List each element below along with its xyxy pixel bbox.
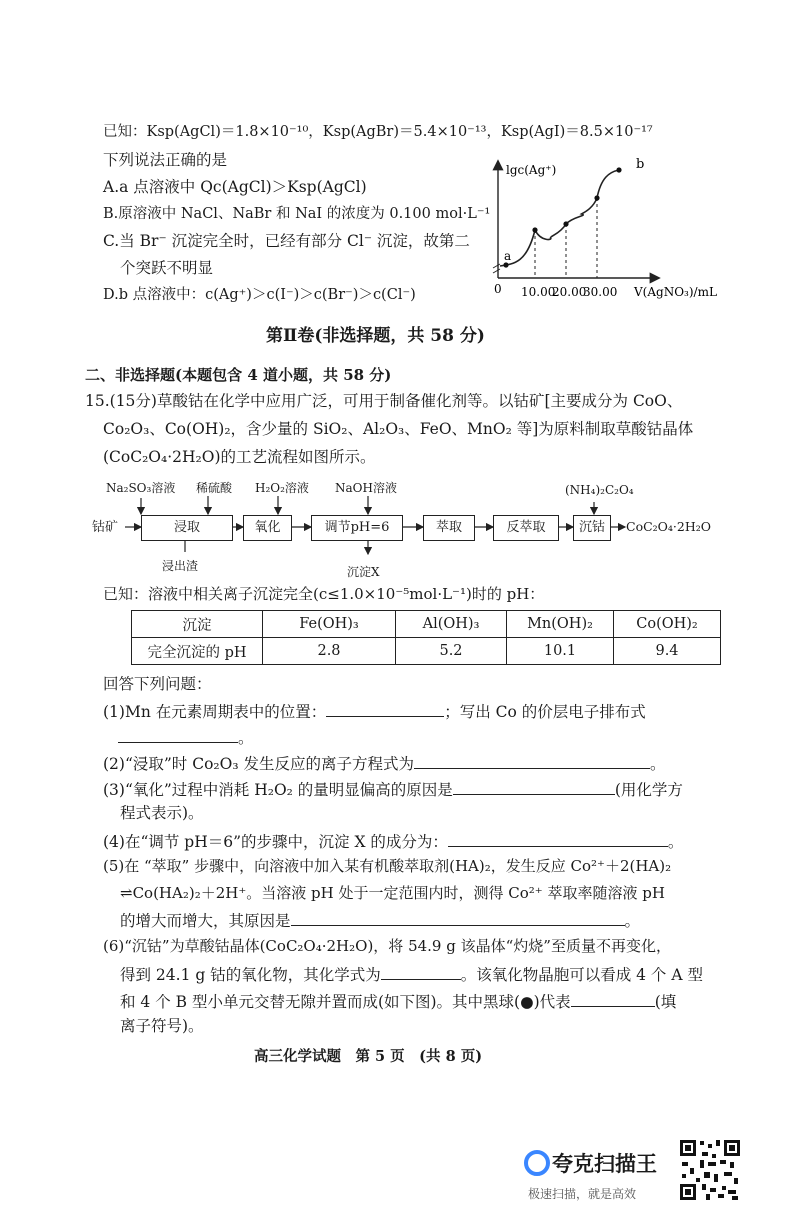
reagent-oxalate: (NH₄)₂C₂O₄ (565, 483, 634, 497)
q15-5-part-c: 的增大而增大，其原因是 (120, 912, 291, 930)
table-cell: Co(OH)₂ (614, 611, 721, 638)
q15-6-part-c: 。该氧化物晶胞可以看成 4 个 A 型 (460, 966, 703, 984)
graph-point-b (616, 167, 621, 172)
q14-stem: 下列说法正确的是 (103, 151, 228, 169)
q15-intro-3: (CoC₂O₄·2H₂O)的工艺流程如图所示。 (103, 448, 376, 466)
page-footer: 高三化学试题 第 5 页 (共 8 页) (254, 1048, 483, 1065)
answer-blank-5[interactable] (291, 909, 625, 926)
graph-tick-label: 10.00 (521, 285, 556, 299)
q15-2-text (103, 752, 666, 775)
graph-ylabel: lgc(Ag⁺) (506, 163, 557, 177)
q15-known: 已知：溶液中相关离子沉淀完全(c≤1.0×10⁻⁵mol·L⁻¹)时的 pH： (103, 585, 545, 603)
graph-equivalence-point (532, 227, 537, 232)
q15-3-part-c: 程式表示)。 (120, 804, 204, 822)
flow-box-extract: 萃取 (423, 515, 475, 541)
scanner-logo-icon (524, 1150, 550, 1176)
q14-option-d: D.b 点溶液中：c(Ag⁺)＞c(I⁻)＞c(Br⁻)＞c(Cl⁻) (103, 287, 416, 303)
qr-code-icon (678, 1138, 742, 1202)
reagent-naoh: NaOH溶液 (335, 481, 397, 495)
answer-blank-1b[interactable] (118, 726, 238, 743)
q15-5-line3 (120, 909, 640, 932)
flow-input: 钴矿 (92, 520, 119, 535)
q15-2-part-a: (2)“浸取”时 Co₂O₃ 发生反应的离子方程式为 (103, 755, 414, 773)
ion-ph-table (131, 610, 721, 665)
graph-xlabel: V(AgNO₃)/mL (634, 285, 717, 299)
table-cell: 10.1 (507, 638, 614, 665)
q15-6-part-a: (6)“沉钴”为草酸钴晶体(CoC₂O₄·2H₂O)，将 54.9 g 该晶体“灼烧”至质量不再变化， (103, 937, 671, 955)
q15-6-part-e: (填 (654, 993, 677, 1011)
q15-4-part-a: (4)在“调节 pH＝6”的步骤中，沉淀 X 的成分为： (103, 833, 448, 851)
table-cell: 5.2 (396, 638, 507, 665)
q15-5-part-b: ⇌Co(HA₂)₂＋2H⁺。当溶液 pH 处于一定范围内时，测得 Co²⁺ 萃取率随溶液 pH (120, 884, 665, 902)
point-a-label: a (504, 249, 512, 263)
q15-1-part-a: (1)Mn 在元素周期表中的位置： (103, 703, 327, 721)
graph-tick-label: 30.00 (583, 285, 618, 299)
flow-residue: 浸出渣 (162, 559, 199, 573)
watermark-brand: 夸克扫描王 (552, 1152, 657, 1176)
q15-1-part-b: ；写出 Co 的价层电子排布式 (444, 703, 646, 721)
q14-option-c: C.当 Br⁻ 沉淀完全时，已经有部分 Cl⁻ 沉淀，故第二 (103, 232, 470, 250)
q15-6-part-d: 和 4 个 B 型小单元交替无隙并置而成(如下图)。其中黑球(●)代表 (120, 993, 571, 1011)
titration-curve (500, 170, 619, 266)
flow-box-precipitate: 沉钴 (573, 515, 611, 541)
flow-product: CoC₂O₄·2H₂O (626, 519, 712, 534)
q15-6-line3 (120, 990, 676, 1013)
graph-origin: 0 (494, 282, 502, 296)
table-cell: Mn(OH)₂ (507, 611, 614, 638)
q15-3-part-a: (3)“氧化”过程中消耗 H₂O₂ 的量明显偏高的原因是 (103, 781, 453, 799)
flow-box-strip: 反萃取 (493, 515, 559, 541)
flow-box-oxidize: 氧化 (243, 515, 292, 541)
flow-box-ph: 调节pH=6 (311, 515, 403, 541)
q15-intro-1: 15.(15分)草酸钴在化学中应用广泛，可用于制备催化剂等。以钴矿[主要成分为 CoO、 (85, 392, 683, 410)
answer-blank-4[interactable] (448, 830, 668, 847)
answer-blank-6b[interactable] (571, 990, 655, 1007)
q15-1-line2 (118, 726, 254, 749)
table-cell: Al(OH)₃ (396, 611, 507, 638)
graph-point-a (503, 262, 508, 267)
section-title: 第Ⅱ卷(非选择题，共 58 分) (266, 326, 485, 346)
watermark-slogan: 极速扫描，就是高效 (528, 1187, 637, 1201)
q15-3-text (103, 778, 683, 801)
q14-option-b: B.原溶液中 NaCl、NaBr 和 NaI 的浓度为 0.100 mol·L⁻¹ (103, 206, 491, 222)
reagent-h2o2: H₂O₂溶液 (255, 481, 309, 495)
q15-2-part-b: 。 (650, 755, 666, 773)
table-header-row (132, 611, 721, 638)
table-cell: Fe(OH)₃ (263, 611, 396, 638)
graph-tick-label: 20.00 (552, 285, 587, 299)
flow-precipitate-x: 沉淀X (347, 565, 380, 579)
q15-6-line2 (120, 963, 703, 986)
graph-equivalence-point (563, 221, 568, 226)
q14-option-c-cont: 个突跃不明显 (120, 259, 214, 277)
q15-1-text (103, 700, 646, 723)
q15-6-part-f: 离子符号)。 (120, 1017, 204, 1035)
reagent-h2so4: 稀硫酸 (196, 481, 233, 495)
graph-equivalence-point (594, 195, 599, 200)
q15-4-part-b: 。 (667, 833, 684, 851)
point-b-label: b (636, 157, 645, 172)
q15-6-part-b: 得到 24.1 g 钴的氧化物，其化学式为 (120, 966, 381, 984)
answer-blank-3[interactable] (453, 778, 615, 795)
table-cell: 2.8 (263, 638, 396, 665)
q15-1-part-c: 。 (238, 729, 254, 747)
axis-break-mark (493, 264, 500, 273)
answer-blank-6a[interactable] (381, 963, 461, 980)
q15-5-part-a: (5)在 “萃取” 步骤中，向溶液中加入某有机酸萃取剂(HA)₂，发生反应 Co²⁺＋2(HA)₂ (103, 857, 672, 875)
answer-blank-1a[interactable] (326, 700, 444, 717)
answer-blank-2[interactable] (414, 752, 650, 769)
titration-graph (486, 150, 726, 302)
table-cell: 完全沉淀的 pH (132, 638, 263, 665)
q14-option-a: A.a 点溶液中 Qc(AgCl)＞Ksp(AgCl) (103, 178, 367, 196)
table-cell: 沉淀 (132, 611, 263, 638)
section-heading: 二、非选择题(本题包含 4 道小题，共 58 分) (85, 366, 392, 384)
flow-box-leach: 浸取 (141, 515, 233, 541)
answer-intro: 回答下列问题： (103, 675, 212, 693)
table-row (132, 638, 721, 665)
q15-3-part-b: (用化学方 (614, 781, 683, 799)
q15-5-part-d: 。 (624, 912, 641, 930)
reagent-na2so3: Na₂SO₃溶液 (106, 481, 176, 495)
q14-known: 已知：Ksp(AgCl)＝1.8×10⁻¹⁰，Ksp(AgBr)＝5.4×10⁻¹³，Ksp(AgI)＝8.5×10⁻¹⁷ (103, 124, 653, 140)
q15-4-text (103, 830, 683, 853)
q15-intro-2: Co₂O₃、Co(OH)₂，含少量的 SiO₂、Al₂O₃、FeO、MnO₂ 等]为原料制取草酸钴晶体 (103, 420, 694, 438)
table-cell: 9.4 (614, 638, 721, 665)
